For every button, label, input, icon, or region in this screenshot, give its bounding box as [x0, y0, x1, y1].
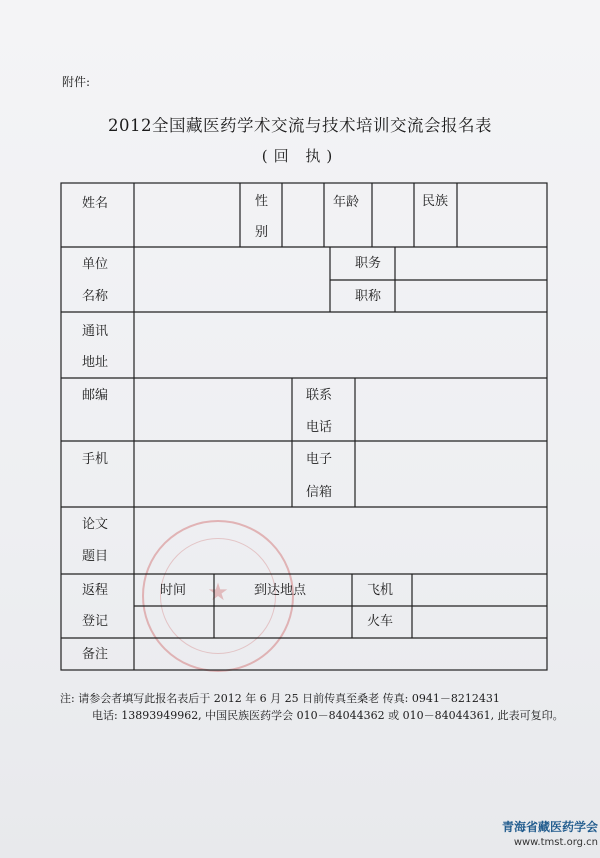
label-remarks: 备注: [82, 647, 109, 662]
label-return-1: 返程: [82, 583, 109, 598]
label-name: 姓名: [82, 196, 109, 211]
label-age: 年龄: [333, 195, 360, 210]
label-destination: 到达地点: [254, 583, 307, 598]
label-time: 时间: [160, 583, 187, 598]
note-line-2: 电话: 13893949962, 中国民族医药学会 010－84044362 或 010－84044361, 此表可复印。: [92, 709, 564, 722]
label-gender-2: 别: [255, 225, 269, 240]
label-phone-2: 电话: [306, 420, 333, 435]
label-address-2: 地址: [82, 355, 109, 370]
form-subtitle: (回 执): [261, 147, 339, 165]
note-block: [60, 690, 564, 724]
label-unit-1: 单位: [82, 257, 109, 272]
label-address-1: 通讯: [82, 324, 109, 339]
form-title: 2012全国藏医药学术交流与技术培训交流会报名表: [108, 116, 492, 135]
label-position: 职务: [355, 256, 382, 271]
label-gender-1: 性: [255, 194, 269, 209]
label-title-rank: 职称: [355, 289, 382, 304]
label-mobile: 手机: [82, 452, 109, 467]
label-paper-1: 论文: [82, 517, 109, 532]
annex-label: 附件:: [62, 75, 91, 89]
label-postcode: 邮编: [82, 388, 109, 403]
label-plane: 飞机: [367, 583, 394, 598]
label-unit-2: 名称: [82, 289, 109, 304]
footer-url: www.tmst.org.cn: [513, 837, 598, 848]
label-paper-2: 题目: [82, 549, 109, 564]
footer-watermark: [474, 818, 598, 848]
label-train: 火车: [367, 614, 394, 629]
seal-star-icon: ★: [207, 578, 229, 606]
label-email-2: 信箱: [306, 485, 333, 500]
note-line-1: 注: 请参会者填写此报名表后于 2012 年 6 月 25 日前传真至桑老 传真: 0941－8212431: [60, 692, 500, 705]
footer-org: 青海省藏医药学会: [501, 820, 598, 834]
label-phone-1: 联系: [306, 388, 333, 403]
label-return-2: 登记: [82, 614, 109, 629]
label-ethnicity: 民族: [422, 194, 449, 209]
label-email-1: 电子: [306, 452, 333, 467]
